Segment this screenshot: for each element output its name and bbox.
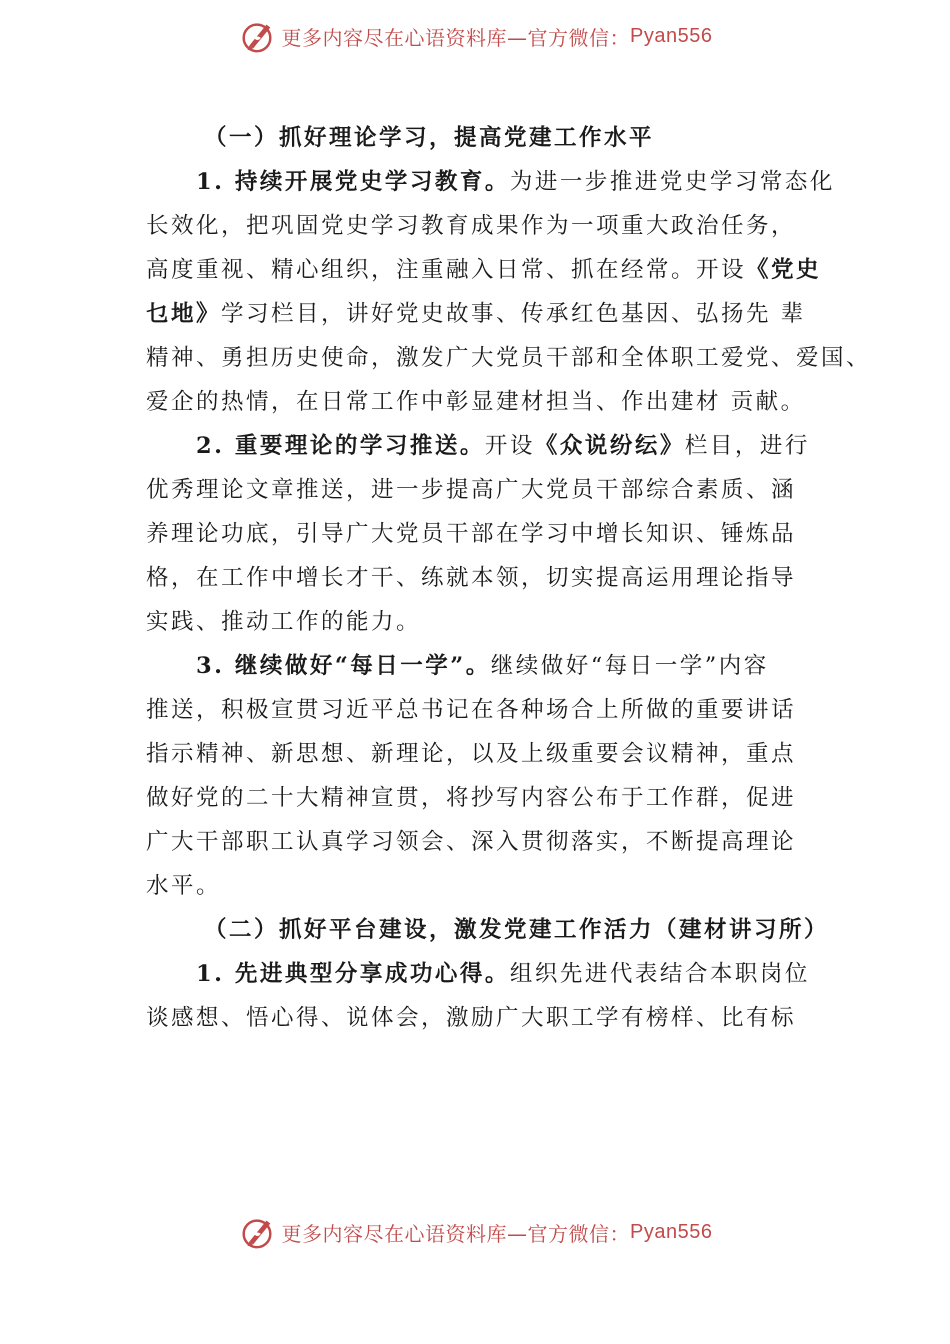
section1-item3-lead: 3. 继续做好“每日一学”。 bbox=[196, 653, 491, 679]
pen-circle-logo-icon bbox=[238, 1213, 276, 1251]
section2-item1-line2: 谈感想、悟心得、说体会，激励广大职工学有榜样、比有标 bbox=[146, 1005, 797, 1031]
section1-item2-tail: 栏目，进行 bbox=[684, 433, 810, 459]
column-name-part1: 《党史 bbox=[746, 257, 822, 283]
document-body bbox=[146, 116, 872, 1040]
section1-item3-line5: 广大干部职工认真学习领会、深入贯彻落实，不断提高理论 bbox=[146, 829, 797, 855]
section1-item3-line4: 做好党的二十大精神宣贯，将抄写内容公布于工作群，促进 bbox=[146, 785, 797, 811]
section1-item3-line3: 指示精神、新思想、新理论，以及上级重要会议精神，重点 bbox=[146, 741, 797, 767]
pen-circle-logo-icon bbox=[238, 17, 276, 55]
section1-item2-line1 bbox=[146, 424, 846, 468]
watermark-banner-top bbox=[0, 14, 950, 58]
watermark-handle: Pyan556 bbox=[630, 1220, 713, 1243]
section1-item1-line4-text: 学习栏目，讲好党史故事、传承红色基因、弘扬先 辈 bbox=[221, 301, 806, 327]
column-name-part2: 乜地》 bbox=[146, 301, 222, 327]
section1-item1-line2: 长效化，把巩固党史学习教育成果作为一项重大政治任务， bbox=[146, 213, 797, 239]
section1-item2-line5: 实践、推动工作的能力。 bbox=[146, 609, 422, 635]
section1-item2-line3: 养理论功底，引导广大党员干部在学习中增长知识、锤炼品 bbox=[146, 521, 797, 547]
section1-item1-line5: 精神、勇担历史使命，激发广大党员干部和全体职工爱党、爱国、 bbox=[146, 345, 872, 371]
section1-item3-line1 bbox=[146, 644, 846, 688]
section2-item1-lead: 1. 先进典型分享成功心得。 bbox=[196, 961, 510, 987]
section1-item3-line6: 水平。 bbox=[146, 873, 222, 899]
section1-item3-line2: 推送，积极宣贯习近平总书记在各种场合上所做的重要讲话 bbox=[146, 697, 797, 723]
watermark-text: 更多内容尽在心语资料库—官方微信： bbox=[281, 25, 631, 50]
watermark-text: 更多内容尽在心语资料库—官方微信： bbox=[281, 1221, 631, 1246]
section1-item1-line1 bbox=[146, 160, 846, 204]
section2-item1-line1 bbox=[146, 952, 846, 996]
section1-item2-text: 开设 bbox=[484, 433, 535, 459]
section1-item1-lead: 1. 持续开展党史学习教育。 bbox=[196, 169, 510, 195]
section1-item1-line3-text: 高度重视、精心组织，注重融入日常、抓在经常。开设 bbox=[146, 257, 747, 283]
section1-item1-line3 bbox=[146, 248, 846, 292]
column-name-zhongshuo: 《众说纷纭》 bbox=[534, 433, 685, 459]
section1-item2-line2: 优秀理论文章推送，进一步提高广大党员干部综合素质、涵 bbox=[146, 477, 797, 503]
section2-item1-text: 组织先进代表结合本职岗位 bbox=[509, 961, 810, 987]
watermark-banner-bottom bbox=[0, 1210, 950, 1254]
section1-item1-line6: 爱企的热情，在日常工作中彰显建材担当、作出建材 贡献。 bbox=[146, 389, 806, 415]
section1-item1-line4 bbox=[146, 292, 846, 336]
section1-item2-lead: 2. 重要理论的学习推送。 bbox=[196, 433, 485, 459]
section1-item1-text: 为进一步推进党史学习常态化 bbox=[509, 169, 835, 195]
section1-item3-text: 继续做好“每日一学”内容 bbox=[490, 653, 769, 679]
watermark-handle: Pyan556 bbox=[630, 24, 713, 47]
section1-item2-line4: 格，在工作中增长才干、练就本领，切实提高运用理论指导 bbox=[146, 565, 797, 591]
section1-heading: （一）抓好理论学习，提高党建工作水平 bbox=[204, 125, 655, 151]
section2-heading: （二）抓好平台建设，激发党建工作活力（建材讲习所） bbox=[204, 917, 830, 943]
